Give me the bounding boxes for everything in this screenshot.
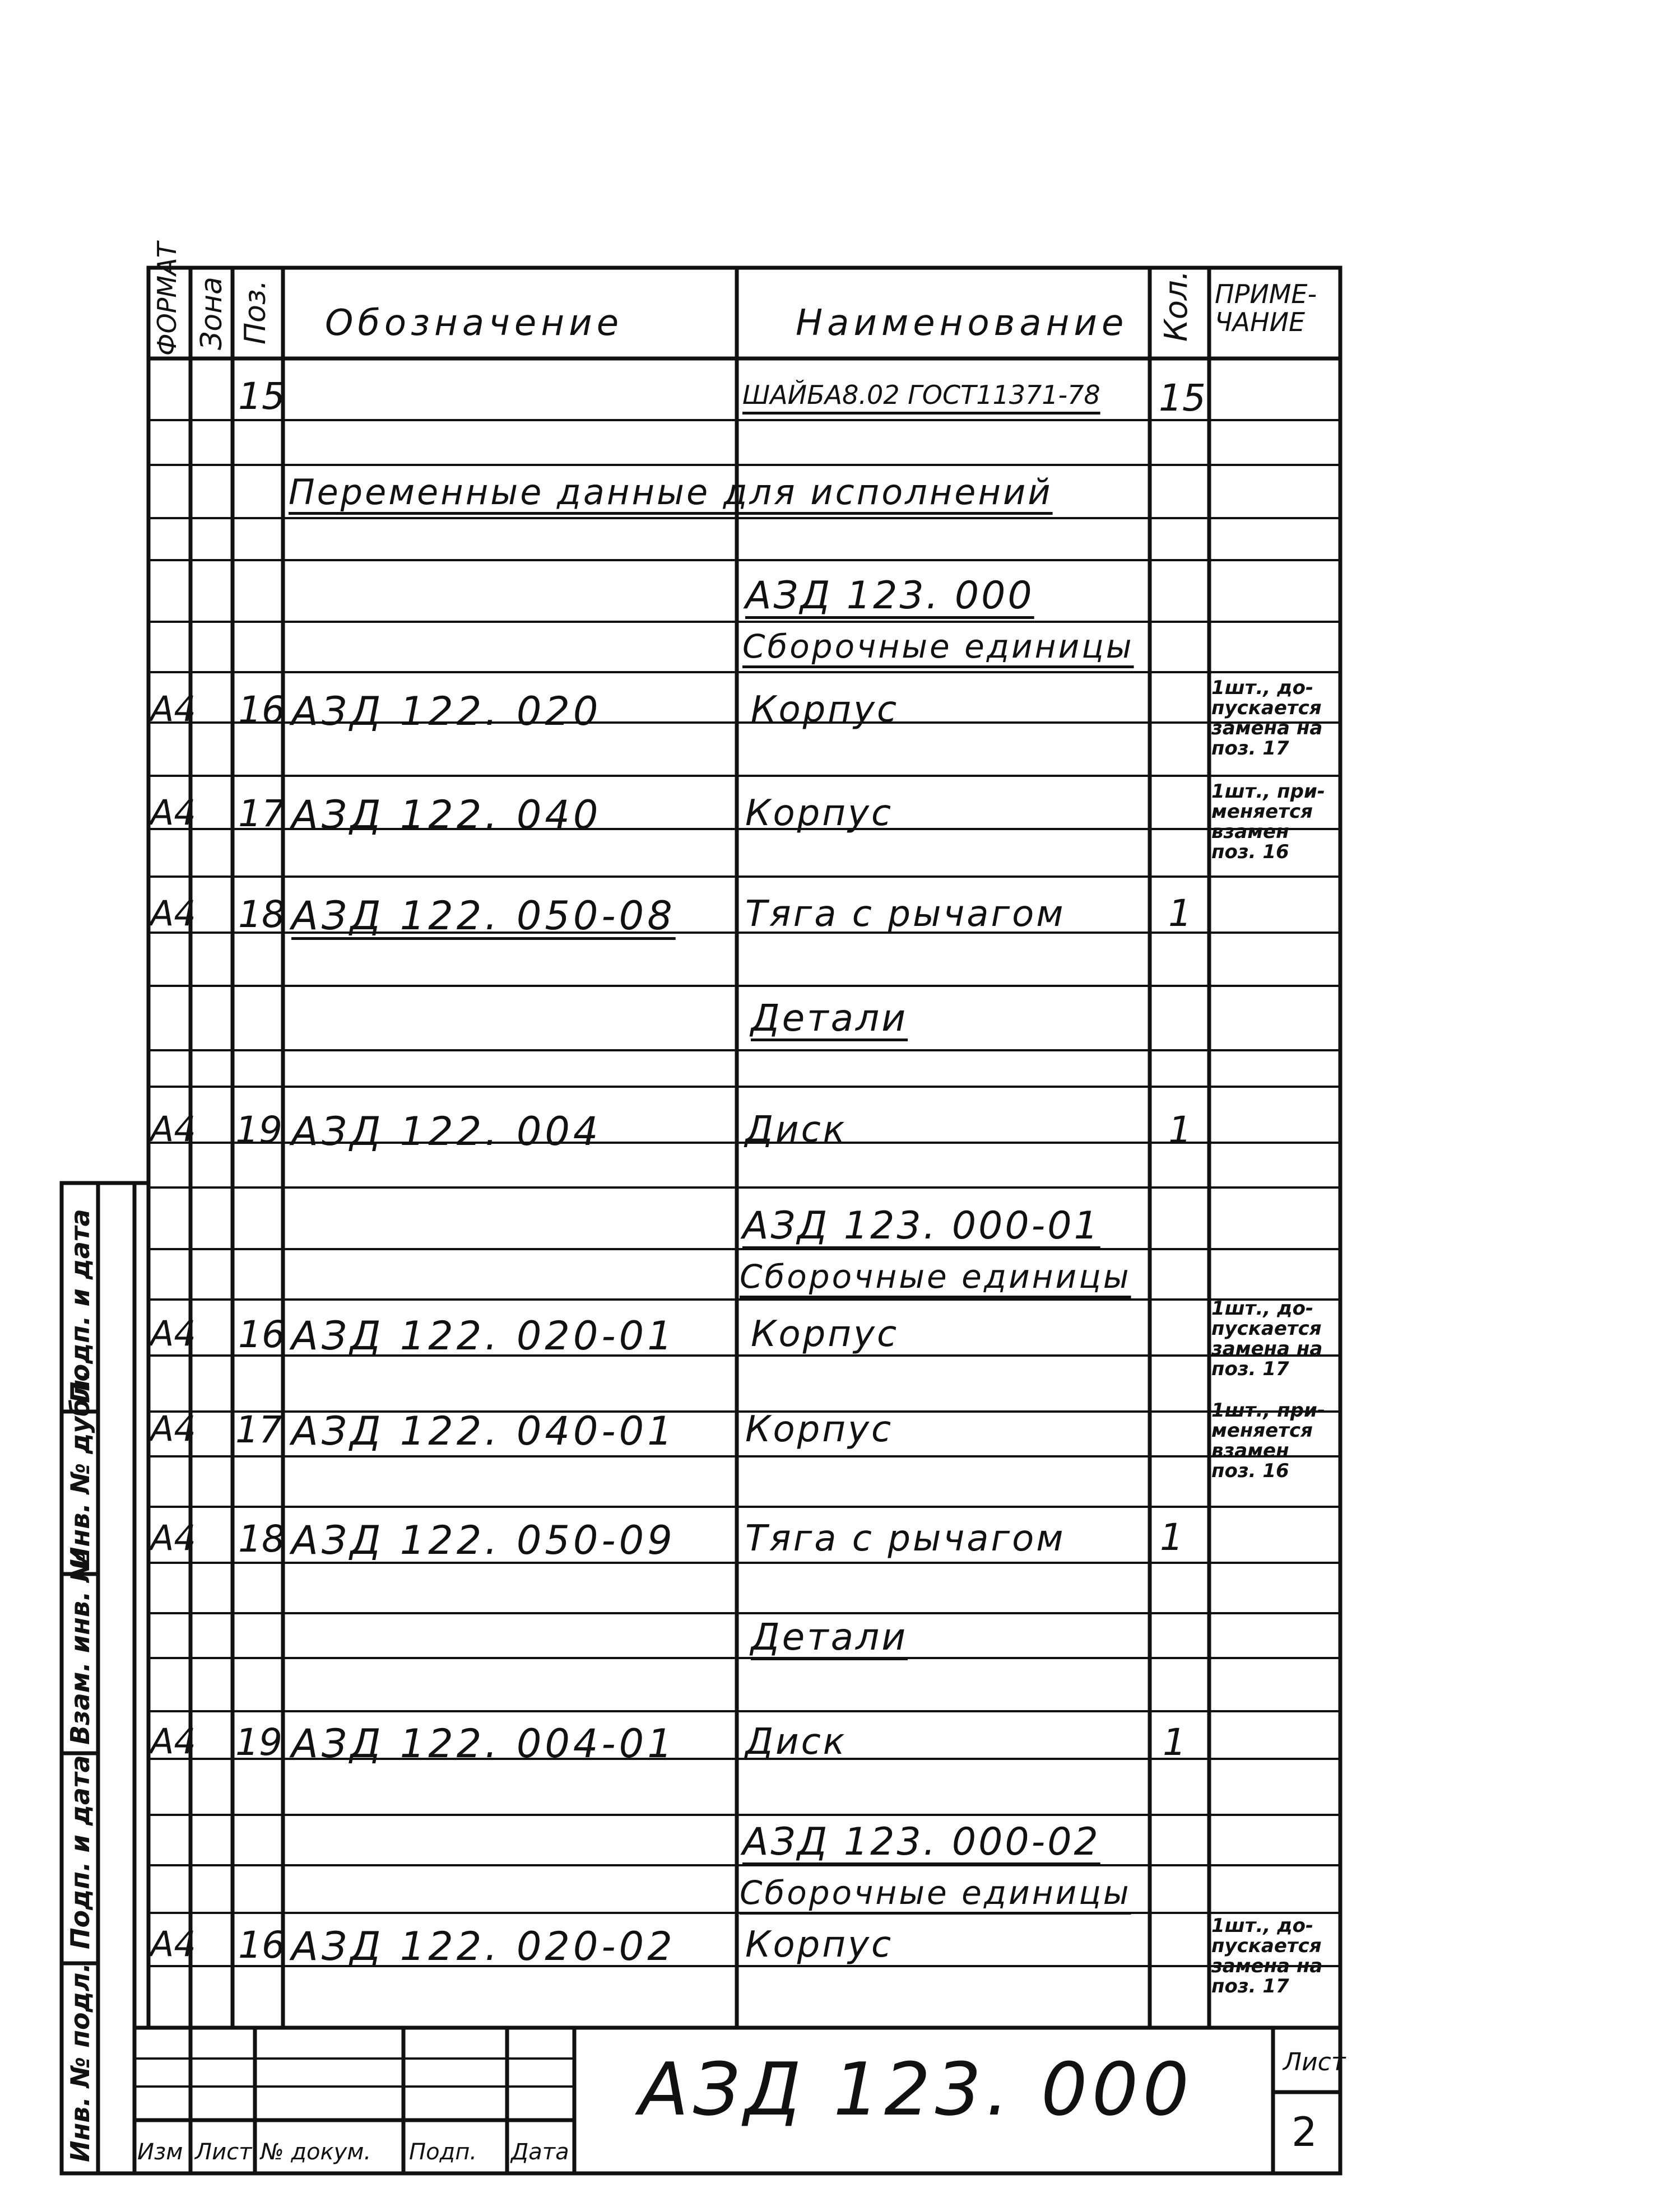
v1-19-name: Диск [745, 1721, 847, 1763]
header-format: ФОРМАТ [152, 242, 182, 356]
v1-17-pos: 17 [235, 1408, 282, 1451]
v1-19-qty: 1 [1163, 1721, 1186, 1764]
tb-date: Дата [511, 2139, 569, 2165]
tb-izm: Изм [137, 2139, 183, 2165]
v0-16-name: Корпус [751, 689, 899, 730]
v1-17-note: 1шт., при-меняется взамен поз. 16 [1211, 1399, 1325, 1482]
v0-16-designation: АЗД 122. 020 [291, 688, 602, 734]
v2-16-pos: 16 [238, 1924, 285, 1967]
v2-16-designation: АЗД 122. 020-02 [291, 1924, 676, 1969]
v2-units: Сборочные единицы [740, 1874, 1131, 1912]
header-pos: Поз. [239, 280, 272, 344]
v2-16-name: Корпус [745, 1924, 894, 1966]
v0-16-format: А4 [150, 688, 196, 729]
v1-19-format: А4 [150, 1721, 196, 1762]
v0-17-note: 1шт., при-меняется взамен поз. 16 [1211, 780, 1325, 863]
v1-18-format: А4 [150, 1517, 196, 1558]
v0-title: АЗД 123. 000 [745, 574, 1034, 618]
v1-19-designation: АЗД 122. 004-01 [291, 1721, 676, 1767]
v2-16-note: 1шт., до-пускается замена на поз. 17 [1211, 1915, 1323, 1997]
v1-parts: Детали [751, 1615, 908, 1659]
v1-17-name: Корпус [745, 1409, 894, 1450]
v0-17-designation: АЗД 122. 040 [291, 792, 602, 838]
v0-17-format: А4 [150, 792, 196, 833]
v0-19-format: А4 [150, 1109, 196, 1149]
row-15-qty: 15 [1159, 376, 1206, 420]
v0-parts: Детали [751, 996, 908, 1040]
v1-18-pos: 18 [238, 1517, 285, 1561]
v1-16-designation: АЗД 122. 020-01 [291, 1313, 676, 1359]
v1-18-designation: АЗД 122. 050-09 [291, 1517, 676, 1563]
tb-sheet-label: Лист [1283, 2048, 1346, 2076]
row-15-pos: 15 [238, 375, 285, 418]
tb-sign: Подп. [409, 2139, 477, 2165]
side-inv-orig: Инв. № подл. [65, 1963, 95, 2162]
v2-title: АЗД 123. 000-02 [742, 1820, 1100, 1864]
v0-16-pos: 16 [238, 688, 285, 732]
v0-19-name: Диск [745, 1109, 847, 1151]
v1-title: АЗД 123. 000-01 [742, 1204, 1100, 1248]
v0-19-pos: 19 [235, 1109, 282, 1152]
v2-16-format: А4 [150, 1924, 196, 1964]
tb-sheet-no: 2 [1292, 2108, 1317, 2155]
v0-17-pos: 17 [238, 792, 285, 835]
v0-16-note: 1шт., до-пускается замена на поз. 17 [1211, 677, 1323, 760]
v0-19-qty: 1 [1168, 1109, 1192, 1152]
tb-list: Лист [195, 2139, 252, 2165]
v0-19-designation: АЗД 122. 004 [291, 1109, 602, 1154]
v0-18-pos: 18 [238, 893, 285, 936]
v0-17-name: Корпус [745, 793, 894, 834]
side-inv-dubl: Инв. № дубл. [65, 1370, 95, 1568]
header-zone: Зона [195, 276, 229, 350]
tb-doc-no: № докум. [261, 2139, 371, 2165]
v1-16-pos: 16 [238, 1313, 285, 1356]
header-designation: Обозначение [325, 302, 624, 344]
v1-18-name: Тяга с рычагом [745, 1518, 1066, 1559]
v1-19-pos: 19 [235, 1721, 282, 1764]
v1-16-note: 1шт., до-пускается замена на поз. 17 [1211, 1297, 1323, 1380]
row-15-name: ШАЙБА8.02 ГОСТ11371-78 [742, 380, 1100, 410]
side-vzam-inv: Взам. инв. № [65, 1551, 95, 1745]
tb-designation: АЗД 123. 000 [639, 2047, 1194, 2132]
v1-16-name: Корпус [751, 1314, 899, 1355]
header-note: ПРИМЕ-ЧАНИЕ [1215, 279, 1317, 337]
header-qty: Кол. [1158, 270, 1195, 342]
v1-17-designation: АЗД 122. 040-01 [291, 1408, 676, 1454]
v1-18-qty: 1 [1160, 1516, 1183, 1559]
v0-18-designation: АЗД 122. 050-08 [291, 893, 676, 939]
v0-18-format: А4 [150, 893, 196, 934]
section-title: Переменные данные для исполнений [289, 472, 1053, 513]
side-sign-date-2: Подп. и дата [65, 1209, 95, 1403]
header-name: Наименование [796, 302, 1128, 344]
v1-units: Сборочные единицы [740, 1258, 1131, 1296]
v0-18-qty: 1 [1168, 892, 1192, 935]
side-sign-date-1: Подп. и дата [65, 1755, 95, 1949]
v0-18-name: Тяга с рычагом [745, 893, 1066, 935]
v0-units: Сборочные единицы [742, 627, 1134, 665]
v1-16-format: А4 [150, 1313, 196, 1354]
v1-17-format: А4 [150, 1408, 196, 1449]
